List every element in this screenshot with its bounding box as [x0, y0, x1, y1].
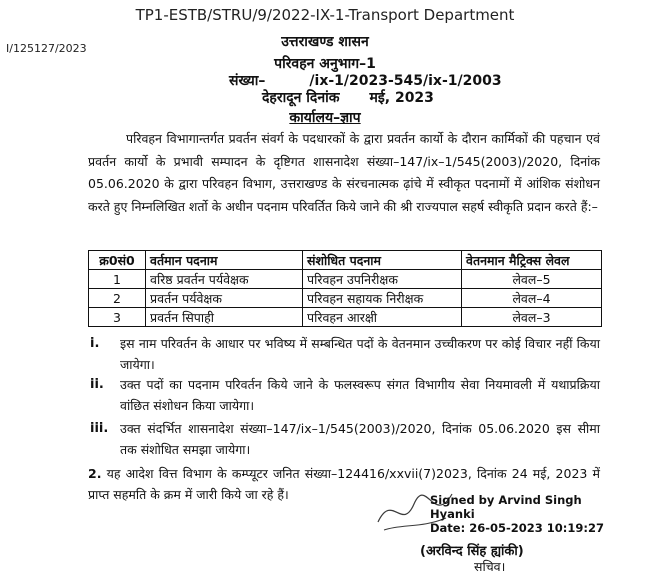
government-title: उत्तराखण्ड शासन: [281, 34, 369, 50]
place-date-label: देहरादून दिनांक: [262, 90, 340, 106]
col-current-header: वर्तमान पदनाम: [146, 251, 303, 270]
condition-text: इस नाम परिवर्तन के आधार पर भविष्य में सम्बन्धित पदों के वेतनमान उच्चीकरण पर कोई विचार नहीं किया जायेगा।: [120, 336, 600, 372]
cell-level: लेवल–4: [462, 289, 602, 308]
number-label: संख्या–: [229, 73, 266, 89]
cell-serial: 1: [89, 270, 146, 289]
cell-level: लेवल–3: [462, 308, 602, 327]
cell-current: वरिष्ठ प्रवर्तन पर्यवेक्षक: [146, 270, 303, 289]
cell-current: प्रवर्तन पर्यवेक्षक: [146, 289, 303, 308]
table-row: [89, 270, 602, 289]
condition-item: [90, 333, 600, 375]
digital-signature: [430, 493, 604, 535]
signed-by-line-2: Hyanki: [430, 507, 475, 521]
cell-revised: परिवहन सहायक निरीक्षक: [303, 289, 462, 308]
col-serial-header: क्र0सं0: [89, 251, 146, 270]
condition-number: ii.: [90, 377, 104, 392]
section-title: परिवहन अनुभाग–1: [274, 56, 376, 72]
col-revised-header: संशोधित पदनाम: [303, 251, 462, 270]
signatory-name: (अरविन्द सिंह ह्यांकी): [420, 544, 524, 559]
cell-revised: परिवहन उपनिरीक्षक: [303, 270, 462, 289]
signatory-designation: सचिव।: [474, 559, 506, 574]
file-reference: TP1-ESTB/STRU/9/2022-IX-1-Transport Department: [135, 6, 515, 24]
signed-by-line: Signed by Arvind Singh: [430, 493, 582, 507]
table-header-row: [89, 251, 602, 270]
diary-reference: I/125127/2023: [6, 42, 87, 55]
closing-paragraph-text: यह आदेश वित्त विभाग के कम्प्यूटर जनित संख्या–124416/xxvii(7)2023, दिनांक 24 मई, 2023 में प्राप्त सहमति के क्रम में जारी किये जा रहे हैं।: [88, 466, 600, 502]
designation-table: [88, 250, 602, 327]
condition-number: iii.: [90, 421, 109, 436]
cell-current: प्रवर्तन सिपाही: [146, 308, 303, 327]
signature-date: Date: 26-05-2023 10:19:27: [430, 521, 604, 535]
cell-serial: 2: [89, 289, 146, 308]
condition-item: [90, 374, 600, 416]
condition-text: उक्त पदों का पदनाम परिवर्तन किये जाने के फलस्वरूप संगत विभागीय सेवा नियमावली में यथाप्रक्रिया वांछित संशोधन किया जायेगा।: [120, 377, 600, 413]
number-value: /ix-1/2023-545/ix-1/2003: [309, 73, 502, 89]
cell-serial: 3: [89, 308, 146, 327]
condition-item: [90, 418, 600, 460]
cell-revised: परिवहन आरक्षी: [303, 308, 462, 327]
table-row: [89, 289, 602, 308]
condition-text: उक्त संदर्भित शासनादेश संख्या–147/ix–1/545(2003)/2020, दिनांक 05.06.2020 इस सीमा तक संशोधित समझा जायेगा।: [120, 421, 600, 457]
document-type: कार्यालय–ज्ञाप: [289, 110, 361, 126]
paragraph-number: 2.: [88, 466, 102, 481]
date-value: मई, 2023: [369, 90, 434, 106]
place-date: [262, 88, 434, 107]
table-row: [89, 308, 602, 327]
col-level-header: वेतनमान मैट्रिक्स लेवल: [462, 251, 602, 270]
condition-number: i.: [90, 336, 100, 351]
cell-level: लेवल–5: [462, 270, 602, 289]
main-paragraph: परिवहन विभागान्तर्गत प्रवर्तन संवर्ग के पदधारकों के द्वारा प्रवर्तन कार्यो के दौरान कार्मिकों की पहचान एवं प्रवर्तन कार्यो के प्रभावी सम्पादन के दृष्टिगत शासनादेश संख्या–147/ix–1/545(2003)/2020, दिनांक 05.06.2020 के द्वारा परिवहन विभाग, उत्तराखण्ड के संरचनात्मक ढ़ांचे में स्वीकृत पदनामों में आंशिक संशोधन करते हुए निम्नलिखित शर्तो के अधीन पदनाम परिवर्तित किये जाने की श्री राज्यपाल सहर्ष स्वीकृति प्रदान करते हैं:–: [88, 131, 600, 214]
